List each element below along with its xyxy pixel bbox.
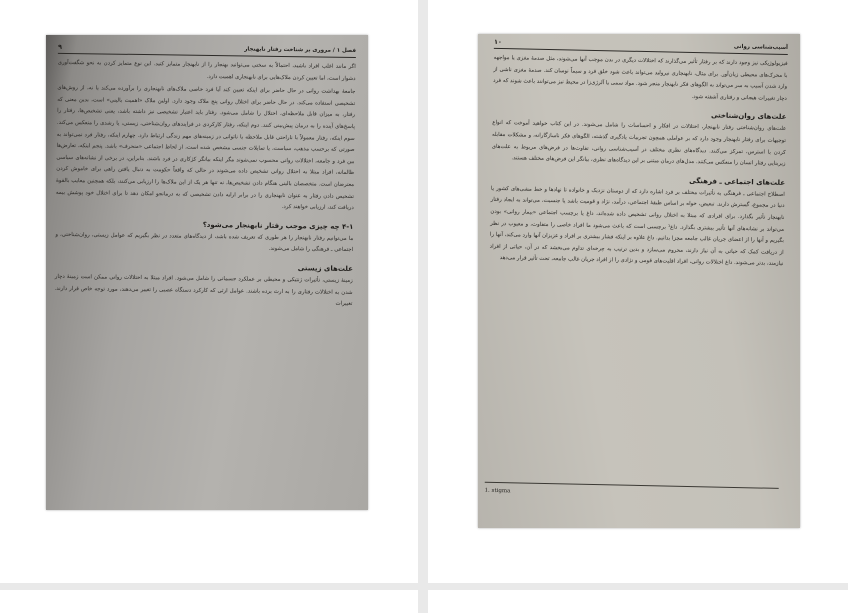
running-head-left — [58, 43, 356, 58]
viewer-pane-right — [428, 0, 848, 583]
paragraph: اگر مانند اغلب افراد باشید، احتمالاً به سختی می‌توانید بهنجار را از نابهنجار متمایز کنید. این نوع متمایز کردن به نحو شگفت‌آوری دشوار است، اما تعیین کردن ملاک‌هایی برای نابهنجاری اهمیت دارد. — [57, 59, 356, 82]
page-number: ۹ — [57, 42, 62, 51]
running-head-text: آسیب‌شناسی روانی — [733, 43, 788, 51]
section-heading: علت‌های روان‌شناختی — [710, 111, 787, 122]
page-number: ۱۰ — [493, 37, 503, 47]
paragraph: فیزیولوژیکی نیز وجود دارند که بر رفتار تأثیر می‌گذارند که اختلالات دیگری در بدن موجب آنها می‌شوند، مثل صدمهٔ مغزی یا مواجهه با محرک‌های محیطی زیان‌آور. برای مثال، نابهنجاری نیرولید می‌تواند باعث شود خلق فرد و سیماً نوسان کند. صدمهٔ مغزی ناشی از وارد شدن آسیب به سر می‌تواند به الگوهای فکر نابهنجار منجر شود. مواد سمی یا آلرژی‌زا در محیط نیز می‌توانند باعث شوند که فرد دچار تغییرات هیجانی و رفتاری آشفته شود. — [493, 54, 788, 102]
footnote: 1. stigma — [484, 487, 511, 495]
section-heading: علت‌های اجتماعی ـ فرهنگی — [689, 176, 786, 187]
book-page-right — [484, 37, 788, 495]
running-head-text: فصل ۱ / مروری بر شناخت رفتار نابهنجار — [244, 46, 356, 54]
footnote-area — [485, 482, 779, 500]
paragraph: جامعهٔ بهداشت روانی در حال حاضر برای اینکه تعیین کند آیا فرد خاصی ملاک‌های نابهنجاری را برآورده می‌کند یا نه، از روش‌های تشخیصی استفاده می‌کند. در حال حاضر برای اختلال روانی پنج ملاک وجود دارد. اولین ملاک «اهمیت بالینی» است، بدین معنی که رفتار، به میزان قابل ملاحظه‌ای، اختلال را شامل می‌شود. رفتار باید اعتبار تشخیصی نیز داشته باشد، یعنی تشخیص‌ها، رفتار را پاسخ‌های آینده را به درمان پیش‌بینی کنند. دوم اینکه، رفتار کارکردی در فرایندهای روان‌شناختی، زیستی، یا رشدی را منعکس می‌کند. سوم اینکه، رفتار معمولاً با ناراحتی قابل ملاحظه یا ناتوانی در زمینه‌های مهم زندگی ارتباط دارد. چهارم اینکه، رفتار فرد نمی‌تواند به صورتی که برحسب مذهب، سیاست، یا تمایلات جنسی مشخص شده است، از لحاظ اجتماعی «منحرف» باشد. پنجم اینکه، تعارض‌ها بین فرد و جامعه، اختلالات روانی محسوب نمی‌شوند مگر اینکه بیانگر کژکاری در فرد باشند. بنابراین، در برخی از نشانه‌های سیاسی ظالمانه، افراد مبتلا به اختلال روانی تشخیص داده می‌شوند در حالی که واقعاً حکومت به دنبال یافتن راهی برای خاموش کردن معترضان است. متخصصان بالینی هنگام دادن تشخیص‌ها، نه تنها هر یک از این ملاک‌ها را ارزیابی می‌کنند، بلکه همچنین معایب بالقوهٔ تشخیص دادن رفتار به عنوان نابهنجاری را در برابر ارایه دادن تشخیصی که به درمانجو امکان دهد تا برای اختلال خود پوشش بیمه دریافت کند، ارزیابی خواهند کرد. — [55, 85, 356, 212]
viewer-pane-next-right — [428, 590, 848, 613]
viewer-pane-left — [0, 0, 418, 583]
section-heading: ۴-۱ چه چیزی موجب رفتار نابهنجار می‌شود؟ — [202, 220, 354, 231]
paragraph: ما می‌توانیم رفتار نابهنجار را هر طوری که تعریف شده باشد، از دیدگاه‌های متعدد در نظر بگیریم که عوامل زیستی، روان‌شناختی، و اجتماعی ـ فرهنگی را شامل می‌شوند. — [55, 231, 354, 254]
paragraph: علت‌های روان‌شناختی رفتار نابهنجار، اختلالات در افکار و احساسات را شامل می‌شوند. در این کتاب خواهید آموخت که انواع توجیهات برای رفتار نابهنجار وجود دارد که بر عواملی همچون تجربیات یادگیری گذشته، الگوهای فکر ناسازگارانه، و مشکلات مقابله کردن با استرس، تمرکز می‌کنند. دیدگاه‌های نظری مختلف در آسیب‌شناسی روانی، تفاوت‌ها در فرض‌های مربوط به علت‌های زیربنایی رفتار انسان را منعکس می‌کنند. مدل‌های درمان مبتنی بر این دیدگاه‌های نظری، بیانگر این فرض‌های مختلف هستند. — [491, 120, 787, 168]
viewer-pane-next-left — [0, 590, 418, 613]
section-heading: علت‌های زیستی — [297, 264, 353, 273]
paragraph: زمینهٔ زیستی، تأثیرات ژنتیکی و محیطی بر عملکرد جسمانی را شامل می‌شود. افراد مبتلا به اختلالات روانی ممکن است زمینهٔ دچار شدن به اختلالات رفتاری را به ارث برده باشند. عوامل ارثی که کارکرد دستگاه عصبی را تغییر می‌دهند، مورد توجه خاص قرار دارند. تغییرات — [54, 273, 353, 308]
paragraph: اصطلاح اجتماعی ـ فرهنگی به تأثیرات مختلف بر فرد اشاره دارد که از دوستان نزدیک و خانواده تا نهادها و خط مشی‌های کشور یا دنیا در مجموع، گسترش دارند. تبعیض، خواه بر اساس طبقهٔ اجتماعی، درآمد، نژاد و قومیت باشد یا جنسیت، می‌تواند به ایجاد رفتار نابهنجار تأثیر بگذارد. برای افرادی که مبتلا به اختلال روانی تشخیص داده شده‌اند، داغ یا برچسب اجتماعی «بیمار روانی» بودن می‌تواند بر نشانه‌های آنها تأثیر بیشتری بگذارد. داغ¹ برچسبی است که باعث می‌شود ما افراد خاصی را متفاوت، و معیوب در نظر بگیریم و آنها را از اعضای جریان غالب جامعه مجزا بدانیم. داغ علاوه بر اینکه فشار بیشتری بر افراد و عزیزان آنها وارد می‌کند، آنها را از دریافت کمک که حیاتی به آن نیاز دارند، محروم می‌سازد و بدین ترتیب به چرخه‌ای تداوم می‌بخشد که در آن، حیاتی از افراد نیازمند، بدتر می‌شوند. داغ اختلالات روانی، افراد اقلیت‌های قومی و نژادی را از افراد جریان غالب جامعه، تحت تأثیر قرار می‌دهد — [489, 185, 785, 268]
book-page-photo-right — [478, 34, 800, 528]
book-page-left — [54, 43, 356, 313]
running-head-right — [494, 38, 788, 55]
book-page-photo-left — [46, 35, 368, 510]
